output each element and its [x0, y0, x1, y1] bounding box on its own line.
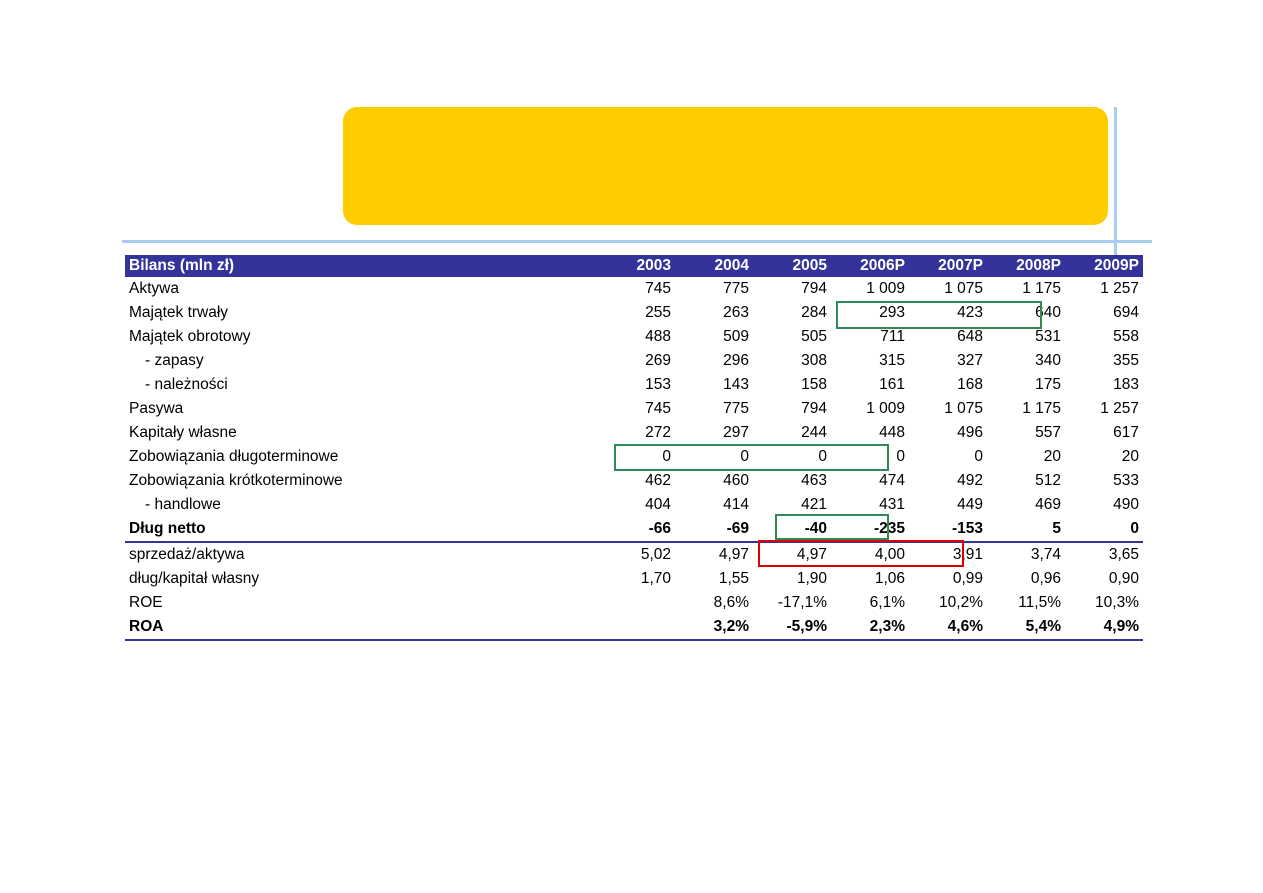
- cell-value: 431: [879, 496, 905, 513]
- cell-value: 272: [645, 424, 671, 441]
- row-label: ROE: [129, 594, 163, 611]
- cell-value: 1,90: [796, 570, 827, 587]
- cell-value: -5,9%: [753, 615, 831, 640]
- row-label: ROA: [125, 615, 597, 640]
- cell-value: [597, 591, 675, 615]
- cell-value: 153: [645, 376, 671, 393]
- cell-value: 20: [1043, 448, 1061, 465]
- table-row: [125, 349, 1143, 373]
- cell-value: 531: [1035, 328, 1061, 345]
- header-year: 2006P: [831, 255, 909, 277]
- cell-value: 0: [1130, 520, 1139, 537]
- cell-value: 4,97: [675, 542, 753, 567]
- cell-value: 263: [723, 304, 749, 321]
- cell-value: 297: [723, 424, 749, 441]
- cell-value: 558: [1113, 328, 1139, 345]
- cell-value: 490: [1113, 496, 1139, 513]
- table-row: [125, 469, 1143, 493]
- table-row: [125, 615, 1143, 640]
- cell-value: 557: [1035, 424, 1061, 441]
- cell-value: -40: [804, 520, 827, 537]
- cell-value: 0: [818, 448, 827, 465]
- cell-value: 4,9%: [1065, 615, 1143, 640]
- cell-value: 1 257: [1100, 280, 1139, 297]
- row-label: Dług netto: [129, 520, 206, 537]
- row-label: sprzedaż/aktywa: [125, 542, 597, 567]
- header-year: 2007P: [909, 255, 987, 277]
- cell-value: 161: [879, 376, 905, 393]
- cell-value: 533: [1113, 472, 1139, 489]
- table-row: [125, 517, 1143, 542]
- cell-value: 1,70: [640, 570, 671, 587]
- cell-value: 143: [723, 376, 749, 393]
- cell-value: 1 009: [866, 400, 905, 417]
- cell-value: 10,2%: [939, 594, 983, 611]
- decorative-vertical-line: [1114, 107, 1117, 275]
- cell-value: 183: [1113, 376, 1139, 393]
- cell-value: 3,91: [909, 542, 987, 567]
- cell-value: 269: [645, 352, 671, 369]
- table-row: [125, 542, 1143, 567]
- cell-value: 745: [645, 400, 671, 417]
- cell-value: 0: [896, 448, 905, 465]
- cell-value: -17,1%: [777, 594, 827, 611]
- cell-value: 293: [879, 304, 905, 321]
- cell-value: 158: [801, 376, 827, 393]
- cell-value: 327: [957, 352, 983, 369]
- table-header-row: [125, 255, 1143, 277]
- cell-value: 509: [723, 328, 749, 345]
- cell-value: 775: [723, 400, 749, 417]
- row-label: Aktywa: [129, 280, 179, 297]
- cell-value: 492: [957, 472, 983, 489]
- cell-value: 775: [723, 280, 749, 297]
- cell-value: 414: [723, 496, 749, 513]
- cell-value: 1,06: [874, 570, 905, 587]
- cell-value: 4,00: [831, 542, 909, 567]
- cell-value: 1 175: [1022, 280, 1061, 297]
- cell-value: 421: [801, 496, 827, 513]
- row-label: Pasywa: [129, 400, 184, 417]
- cell-value: 340: [1035, 352, 1061, 369]
- cell-value: 448: [879, 424, 905, 441]
- cell-value: 512: [1035, 472, 1061, 489]
- cell-value: 4,6%: [909, 615, 987, 640]
- row-label: - należności: [145, 376, 228, 393]
- cell-value: 1 009: [866, 280, 905, 297]
- cell-value: 745: [645, 280, 671, 297]
- cell-value: 11,5%: [1018, 594, 1061, 611]
- cell-value: 1 075: [944, 400, 983, 417]
- cell-value: 8,6%: [713, 594, 749, 611]
- cell-value: 308: [801, 352, 827, 369]
- balance-sheet-table-container: [125, 255, 1139, 641]
- cell-value: 10,3%: [1095, 594, 1139, 611]
- cell-value: 794: [801, 400, 827, 417]
- title-banner: [343, 107, 1108, 225]
- cell-value: 0: [740, 448, 749, 465]
- cell-value: 4,97: [753, 542, 831, 567]
- cell-value: 175: [1035, 376, 1061, 393]
- row-label: Zobowiązania krótkoterminowe: [129, 472, 343, 489]
- cell-value: 1,55: [718, 570, 749, 587]
- cell-value: 496: [957, 424, 983, 441]
- row-label: - zapasy: [145, 352, 204, 369]
- cell-value: 6,1%: [869, 594, 905, 611]
- row-label: Kapitały własne: [129, 424, 237, 441]
- cell-value: 296: [723, 352, 749, 369]
- table-row: [125, 445, 1143, 469]
- header-year: 2008P: [987, 255, 1065, 277]
- cell-value: 694: [1113, 304, 1139, 321]
- cell-value: 20: [1121, 448, 1139, 465]
- table-row: [125, 567, 1143, 591]
- cell-value: 3,2%: [675, 615, 753, 640]
- cell-value: 315: [879, 352, 905, 369]
- cell-value: 1 075: [944, 280, 983, 297]
- table-row: [125, 301, 1143, 325]
- row-label: Majątek trwały: [129, 304, 229, 321]
- cell-value: 469: [1035, 496, 1061, 513]
- balance-sheet-table: [125, 255, 1143, 641]
- cell-value: 794: [801, 280, 827, 297]
- cell-value: 1 175: [1022, 400, 1061, 417]
- header-year: 2004: [675, 255, 753, 277]
- cell-value: -235: [873, 520, 905, 537]
- cell-value: 2,3%: [831, 615, 909, 640]
- cell-value: 640: [1035, 304, 1061, 321]
- cell-value: 0: [662, 448, 671, 465]
- table-row: [125, 591, 1143, 615]
- row-label: - handlowe: [145, 496, 221, 513]
- cell-value: 168: [957, 376, 983, 393]
- cell-value: 463: [801, 472, 827, 489]
- cell-value: 244: [801, 424, 827, 441]
- cell-value: 5,4%: [987, 615, 1065, 640]
- cell-value: 0,90: [1108, 570, 1139, 587]
- cell-value: 711: [880, 328, 905, 345]
- cell-value: 617: [1113, 424, 1139, 441]
- cell-value: 648: [957, 328, 983, 345]
- cell-value: 5: [1052, 520, 1061, 537]
- decorative-horizontal-line: [122, 240, 1152, 243]
- cell-value: 404: [645, 496, 671, 513]
- cell-value: 3,74: [987, 542, 1065, 567]
- cell-value: 423: [957, 304, 983, 321]
- cell-value: 449: [957, 496, 983, 513]
- cell-value: 255: [645, 304, 671, 321]
- table-row: [125, 277, 1143, 301]
- cell-value: 0: [974, 448, 983, 465]
- cell-value: 3,65: [1065, 542, 1143, 567]
- cell-value: 505: [801, 328, 827, 345]
- header-year: 2005: [753, 255, 831, 277]
- header-year: 2009P: [1065, 255, 1143, 277]
- cell-value: 0,96: [1030, 570, 1061, 587]
- cell-value: 5,02: [597, 542, 675, 567]
- cell-value: 355: [1113, 352, 1139, 369]
- row-label: dług/kapitał własny: [129, 570, 260, 587]
- cell-value: 284: [801, 304, 827, 321]
- row-label: Zobowiązania długoterminowe: [129, 448, 339, 465]
- cell-value: 474: [879, 472, 905, 489]
- row-label: Majątek obrotowy: [129, 328, 251, 345]
- cell-value: 0,99: [952, 570, 983, 587]
- cell-value: -153: [951, 520, 983, 537]
- cell-value: 488: [645, 328, 671, 345]
- header-year: 2003: [597, 255, 675, 277]
- header-title: Bilans (mln zł): [125, 255, 597, 277]
- table-row: [125, 397, 1143, 421]
- table-row: [125, 493, 1143, 517]
- table-row: [125, 421, 1143, 445]
- table-row: [125, 373, 1143, 397]
- cell-value: 1 257: [1100, 400, 1139, 417]
- cell-value: 460: [723, 472, 749, 489]
- cell-value: -69: [726, 520, 749, 537]
- cell-value: 462: [645, 472, 671, 489]
- table-row: [125, 325, 1143, 349]
- cell-value: -66: [648, 520, 671, 537]
- cell-value: [597, 615, 675, 640]
